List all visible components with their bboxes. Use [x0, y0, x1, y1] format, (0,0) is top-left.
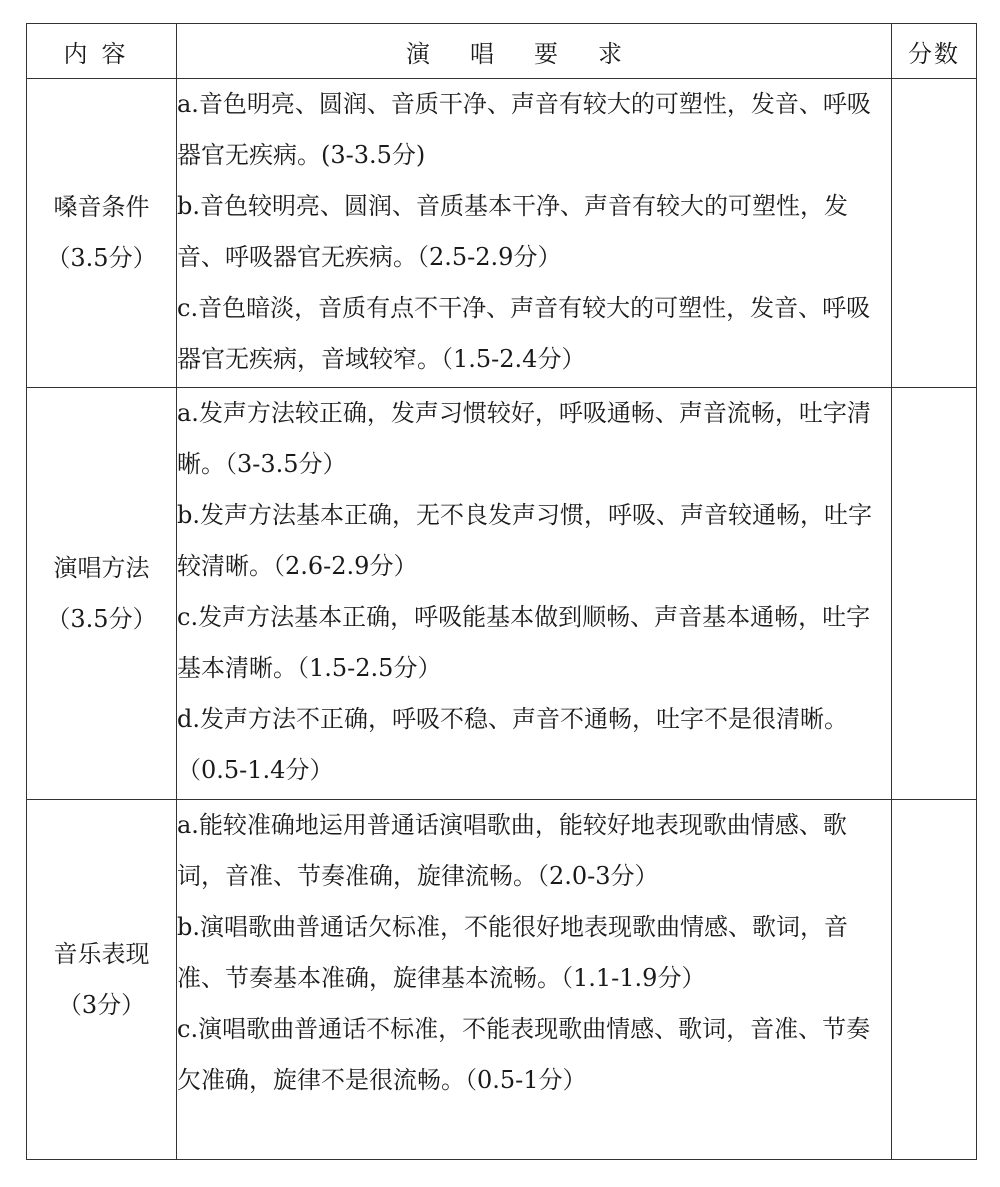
table-row: [27, 800, 977, 1160]
category-cell: [27, 800, 177, 1160]
table-row: [27, 388, 977, 800]
header-content: 内容: [27, 24, 177, 79]
criterion-item: c.发声方法基本正确，呼吸能基本做到顺畅、声音基本通畅，吐字基本清晰。（1.5-2.5分）: [177, 603, 871, 682]
criterion-item: a.能较准确地运用普通话演唱歌曲，能较好地表现歌曲情感、歌词，音准、节奏准确，旋律流畅。（2.0-3分）: [177, 811, 847, 890]
criterion-item: c.演唱歌曲普通话不标准，不能表现歌曲情感、歌词，音准、节奏欠准确，旋律不是很流畅。（0.5-1分）: [177, 1015, 871, 1094]
criterion-item: a.发声方法较正确，发声习惯较好，呼吸通畅、声音流畅，吐字清晰。（3-3.5分）: [177, 399, 871, 478]
requirements-cell: [177, 800, 892, 1160]
header-score: 分数: [892, 24, 977, 79]
category-points: （3.5分）: [46, 604, 157, 633]
requirements-cell: [177, 79, 892, 388]
criterion-item: d.发声方法不正确，呼吸不稳、声音不通畅，吐字不是很清晰。（0.5-1.4分）: [177, 705, 848, 784]
criterion-item: a.音色明亮、圆润、音质干净、声音有较大的可塑性，发音、呼吸器官无疾病。(3-3.5分): [177, 90, 871, 169]
requirements-cell: [177, 388, 892, 800]
criterion-item: b.发声方法基本正确，无不良发声习惯，呼吸、声音较通畅，吐字较清晰。（2.6-2.9分）: [177, 501, 872, 580]
criterion-item: b.音色较明亮、圆润、音质基本干净、声音有较大的可塑性，发音、呼吸器官无疾病。（2.5-2.9分）: [177, 192, 848, 271]
header-requirements: 演唱要求: [177, 24, 892, 79]
criterion-item: c.音色暗淡，音质有点不干净、声音有较大的可塑性，发音、呼吸器官无疾病，音域较窄。（1.5-2.4分）: [177, 294, 871, 373]
category-name: 音乐表现: [53, 939, 150, 968]
criterion-item: b.演唱歌曲普通话欠标准，不能很好地表现歌曲情感、歌词，音准、节奏基本准确，旋律基本流畅。（1.1-1.9分）: [177, 913, 848, 992]
scoring-table: [26, 23, 977, 1160]
category-cell: [27, 79, 177, 388]
table-row: [27, 79, 977, 388]
score-cell: [892, 388, 977, 800]
category-cell: [27, 388, 177, 800]
category-name: 演唱方法: [53, 553, 150, 582]
category-name: 嗓音条件: [53, 193, 150, 221]
score-cell: [892, 800, 977, 1160]
category-points: （3分）: [57, 990, 146, 1019]
score-cell: [892, 79, 977, 388]
header-row: [27, 24, 977, 79]
category-points: （3.5分）: [46, 244, 157, 272]
